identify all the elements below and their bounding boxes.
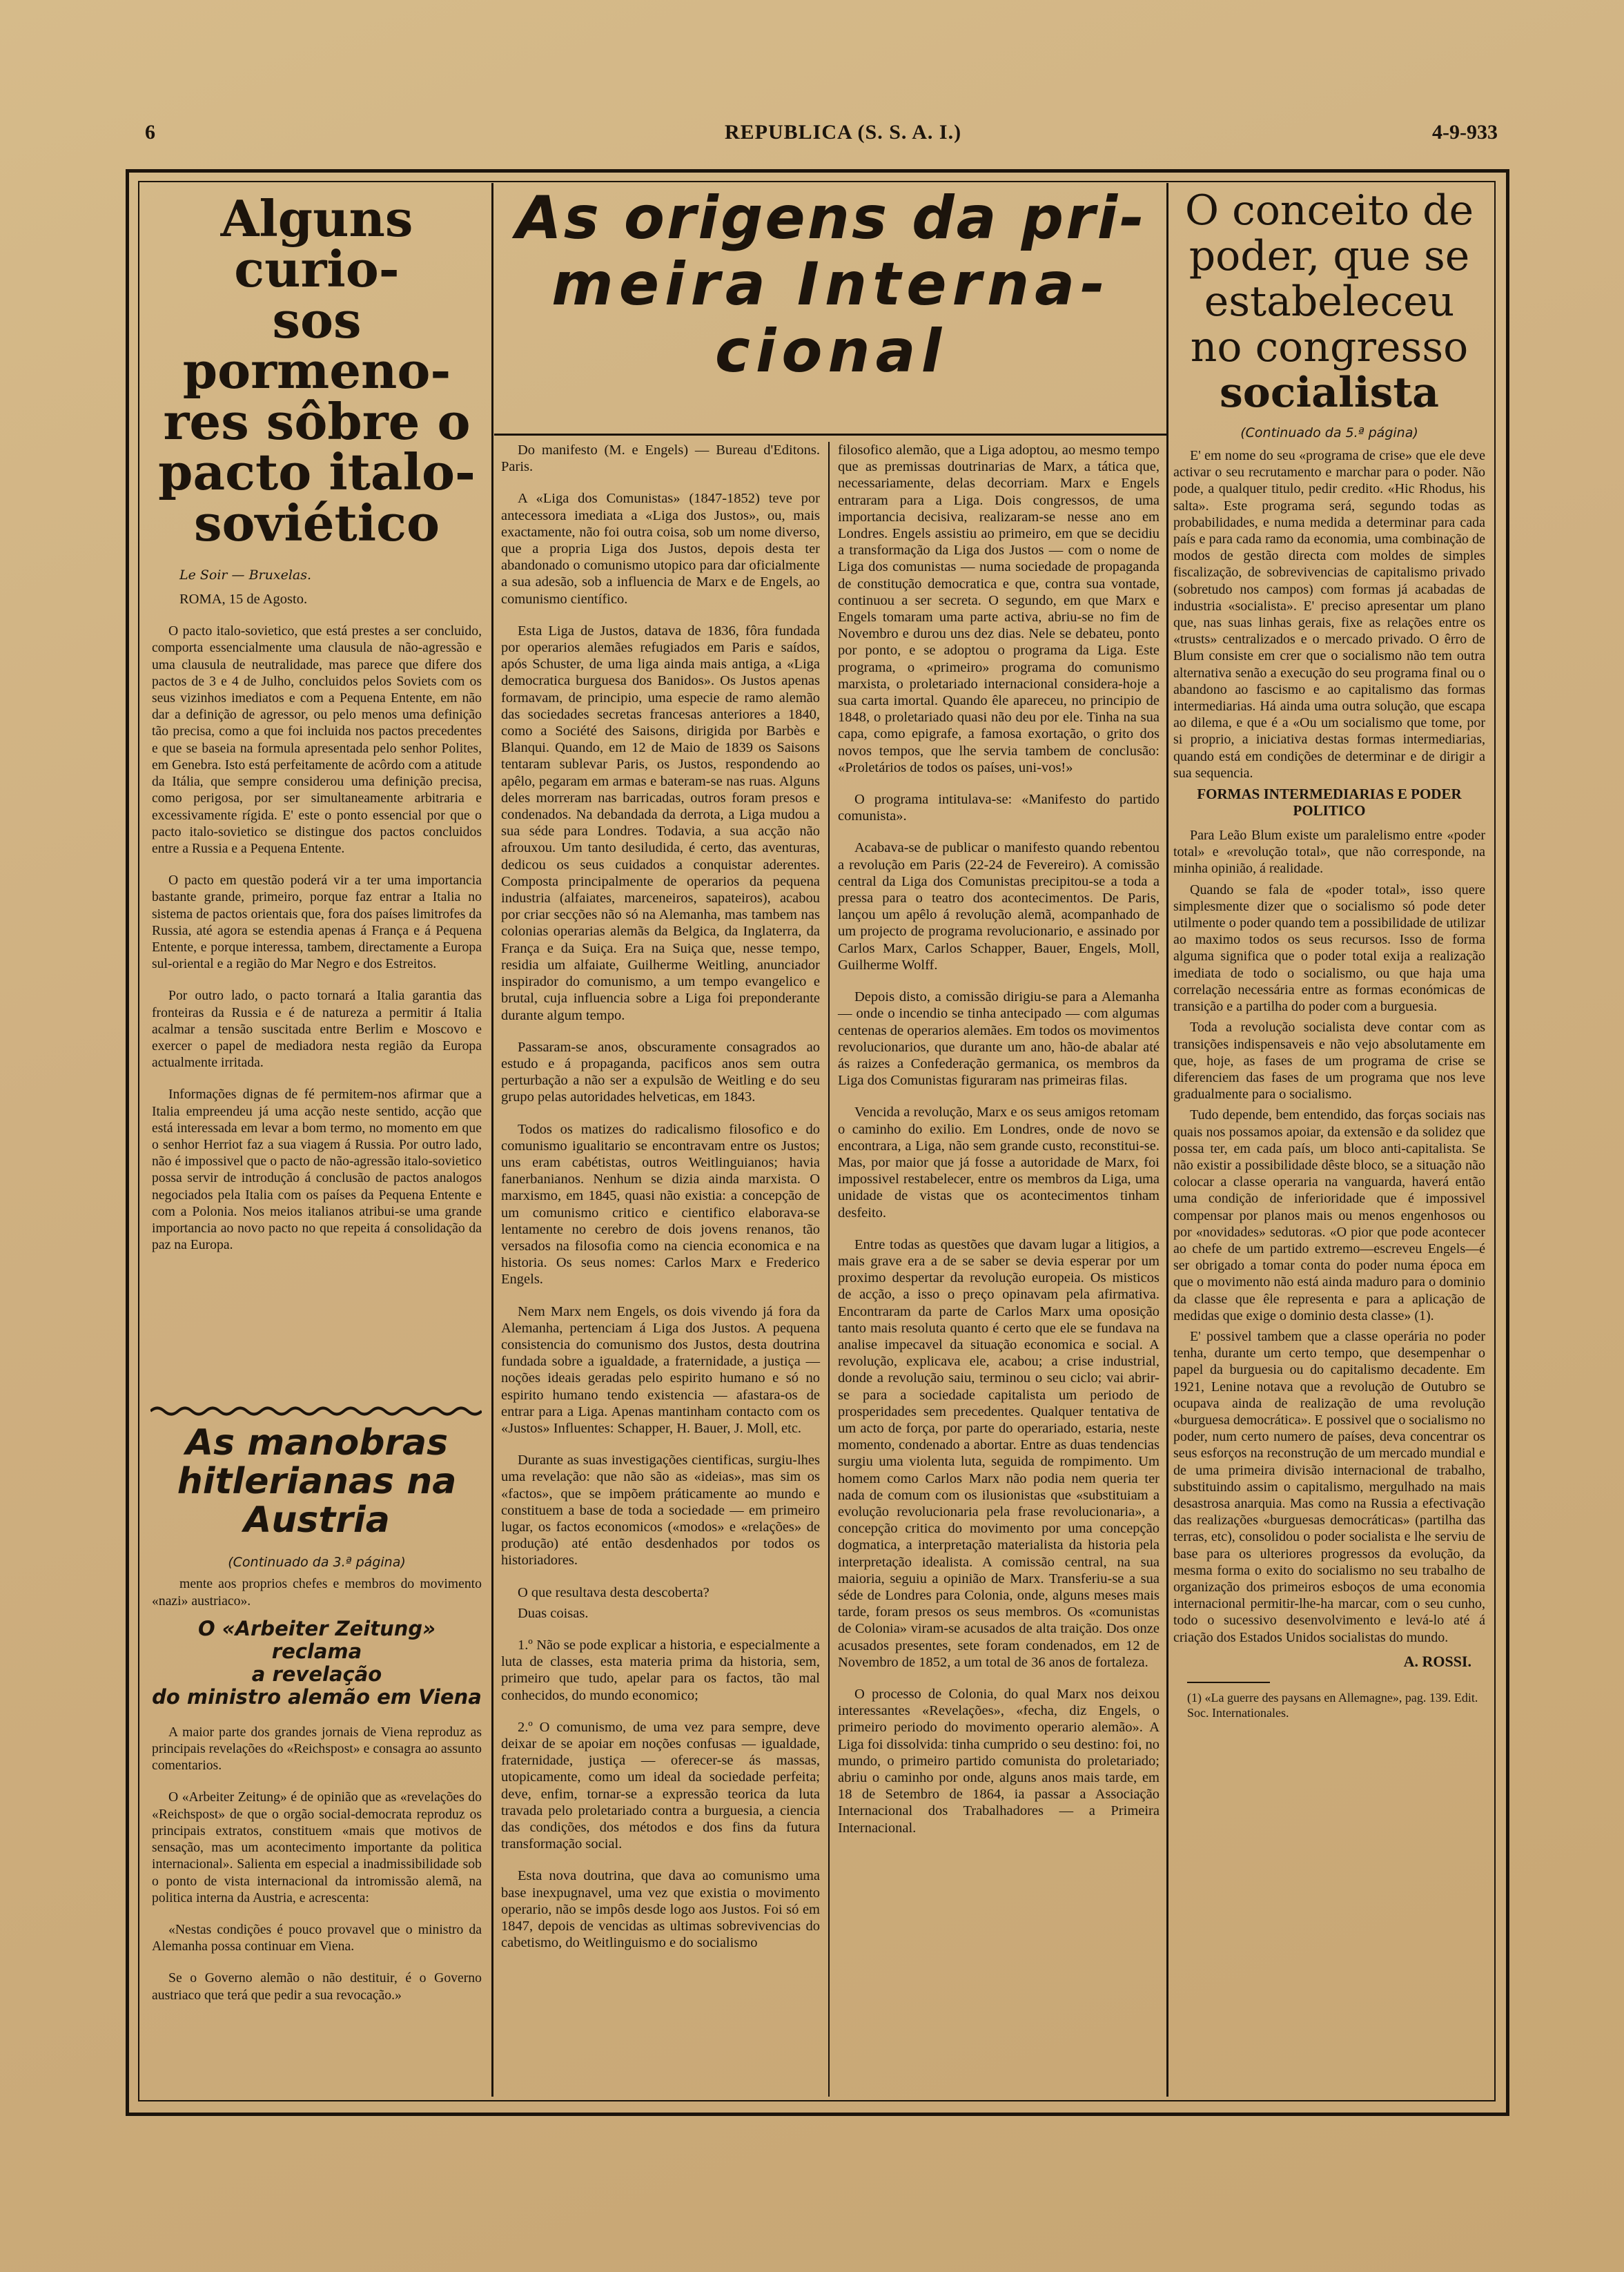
- paragraph: Para Leão Blum existe um paralelismo entre «poder total» e «revolução total», que não corresponde, na minha opinião, á realidade.: [1173, 828, 1485, 877]
- paragraph: 1.º Não se pode explicar a historia, e especialmente a luta de classes, esta materia prima da historia, sem, primeiro que tudo, apelar para os factos, tão mal conhecidos, do mundo economico;: [501, 1638, 820, 1703]
- paragraph: O que resultava desta descoberta?: [518, 1584, 710, 1600]
- headline-line: meira Interna-: [551, 250, 1111, 320]
- middle-column-1: [501, 442, 820, 1966]
- headline-line: As origens da pri-: [516, 184, 1146, 253]
- subhead-line: do ministro alemão em Viena: [152, 1684, 482, 1709]
- article-body: [152, 1575, 482, 1609]
- headline-line: Austria: [244, 1499, 390, 1542]
- article-body: [1173, 827, 1485, 1646]
- paragraph: Por outro lado, o pacto tornará a Italia garantia das fronteiras da Russia e é de natureza a permitir á Italia acalmar a tensão suscitada entre Berlim e Moscovo e exercer o papel de mediadora nesta região da Europa actualmente irritada.: [152, 988, 482, 1071]
- page-number: 6: [145, 121, 155, 144]
- middle-headline: [497, 185, 1165, 385]
- right-article: [1173, 188, 1485, 1720]
- headline-line: no congresso: [1190, 323, 1469, 371]
- paragraph: A «Liga dos Comunistas» (1847-1852) teve por antecessora imediata a «Liga dos Justos», ou, mais exactamente, não foi outra coisa, sob um nome diverso, que a propria Liga dos Justos, depois desta ter abandonado o comunismo utopico para dar oficialmente a sua adesão, sob a influencia de Marx e de Engels, ao comunismo científico.: [501, 491, 820, 607]
- paragraph: Vencida a revolução, Marx e os seus amigos retomam o caminho do exilio. Em Londres, onde de novo se encontrara, a Liga, não sem grande custo, reconstitui-se. Mas, por maior que já fosse a autoridade de Marx, foi impossivel restabelecer, entre os membros da Liga, uma unidade de vistas que os acontecimentos tinham desfeito.: [838, 1105, 1160, 1221]
- paragraph: E' possivel tambem que a classe operária no poder tenha, durante um certo tempo, que desempenhar o papel da burguesia ou do capitalismo decadente. Em 1921, Lenine notava que a revolução de Outubro se ocupava ainda de realização de uma revolução «burguesa democrática». E possivel que o socialismo no poder, num certo numero de países, deva concentrar os seus esforços na reconstrução de um mercado mundial e de uma primeira divisão internacional de trabalho, substituindo assim o capitalismo, mergulhado na mais desastrosa anarquia. Mas como na Russia a efectivação das realizações «burguesas democráticas» (partilha das terras, etc), consolidou o poder socialista e lhe serviu de base para os ulteriores progressos da evolução, da mesma forma o exito do socialismo no seu trabalho de organização dos primeiros esboços de uma economia internacional permitir-lhe-ha marcar, com o seu cunho, todo o sucessivo desenvolvimento e levá-lo até á criação dos Estados Unidos socialistas do mundo.: [1173, 1328, 1485, 1645]
- headline-line: O conceito de: [1184, 186, 1474, 235]
- paragraph: O processo de Colonia, do qual Marx nos deixou interessantes «Revelações», «fecha, diz Engels, o primeiro periodo do movimento operario alemão». A Liga foi dissolvida: tinha cumprido o seu destino: foi, no mundo, o primeiro partido comunista do proletariado; abriu o caminho por onde, alguns anos mais tarde, em 18 de Setembro de 1864, ia passar a Associação Internacional dos Trabalhadores — a Primeira Internacional.: [838, 1687, 1160, 1836]
- article-body: [1173, 447, 1485, 781]
- paragraph: O «Arbeiter Zeitung» é de opinião que as «revelações do «Reichspost» de que o orgão social-democrata reproduz os principais extratos, constituem «mais que motivos de sensação, mas um acontecimento importante da politica internacional». Salienta em especial a inadmissibilidade sob o ponto de vista internacional da intromissão alemã, na politica interna da Austria, e acrescenta:: [152, 1789, 482, 1905]
- paragraph: A maior parte dos grandes jornais de Viena reproduz as principais revelações do «Reichspost» e consagra ao assunto comentarios.: [152, 1724, 482, 1774]
- article-body: [501, 442, 820, 1951]
- paragraph: Toda a revolução socialista deve contar com as transições indispensaveis e não vejo absolutamente em que, hoje, as fases de um programa de crise se diferenciem das fases de um programa que nos leve gradualmente para o socialismo.: [1173, 1020, 1485, 1103]
- newspaper-title: REPUBLICA (S. S. A. I.): [725, 121, 962, 144]
- paragraph: Quando se fala de «poder total», isso quere simplesmente dizer que o socialismo só pode deter utilmente o poder quando tem a possibilidade de utilizar ao maximo todos os seus recursos. Isso de forma alguma significa que o poder total exija a realização imediata de todo o socialismo, ou que haja uma correlação necessária entre as formas económicas de transição e a partilha do poder com a burguesia.: [1173, 882, 1485, 1015]
- headline-line: sos pormeno-: [182, 290, 451, 400]
- paragraph: «Nestas condições é pouco provavel que o ministro da Alemanha possa continuar em Viena.: [152, 1921, 482, 1954]
- subhead-line: O «Arbeiter Zeitung» reclama: [197, 1616, 436, 1663]
- issue-date: 4-9-933: [1432, 121, 1498, 144]
- article-subheadline: [152, 1618, 482, 1709]
- section-divider-wavy: [150, 1405, 482, 1417]
- paragraph: Se o Governo alemão o não destituir, é o Governo austriaco que terá que pedir a sua revocação.»: [152, 1970, 482, 2003]
- paragraph: Passaram-se anos, obscuramente consagrados ao estudo e á propaganda, pacificos anos sem outra perturbação a não ser a expulsão de Weitling e do seu grupo pelas autoridades helveticas, em 1843.: [501, 1039, 820, 1105]
- article-source: Do manifesto (M. e Engels) — Bureau d'Editons. Paris.: [501, 443, 820, 475]
- footnote: (1) «La guerre des paysans en Allemagne», pag. 139. Edit. Soc. Internationales.: [1187, 1690, 1478, 1720]
- continued-note: (Continuado da 3.ª página): [228, 1555, 406, 1571]
- paragraph: Informações dignas de fé permitem-nos afirmar que a Italia empreendeu já uma acção neste sentido, acção que está interessada em levar a bom termo, no momento em que o senhor Herriot faz a sua viagem á Russia. Por outro lado, não é impossivel que o pacto de não-agressão italo-sovietico possa servir de introdução á conclusão de pactos analogos negociados pela Italia com os países da Pequena Entente e com a Polonia. Nos meios italianos atribui-se uma grande importancia ao novo pacto no que repeita á consolidação da paz na Europa.: [152, 1087, 482, 1253]
- paragraph: Entre todas as questões que davam lugar a litigios, a mais grave era a de se saber se devia esperar por um proximo despertar da revolução europeia. Os misticos de acção, a isso o preço opinavam pela afirmativa. Encontraram da parte de Carlos Marx uma oposição tanto mais resoluta quanto é certo que ele se fundava na analise impecavel da situação economica e social. A revolução, explicava ele, acabou; a crise industrial, donde a revolução saiu, terminou o seu ciclo; vai abrir-se para a sociedade capitalista um periodo de prosperidades sem precedentes. Qualquer tentativa de um acto de força, por parte do operariado, estaria, neste momento, condenado a abortar. Entre as duas tendencias surgiu uma violenta luta, seguida de rompimento. Um homem como Carlos Marx não podia nem queria ter nada de comum com os ilusionistas que «substituiam a evolução revolucionaria pela frase revolucionaria», a concepção critica do movimento por uma concepção dogmatica, a interpretação materialista da historia pela interpretação idealista. A comissão central, na sua maioria, seguiu a opinião de Marx. Transferiu-se a sua séde de Londres para Colonia, onde, alguns meses mais tarde, foram presos os seus membros. Os «comunistas de Colonia» viram-se acusados de alta traição. Dos onze acusados presentes, sete foram condenados, em 12 de Novembro de 1852, a um total de 36 anos de fortaleza.: [838, 1236, 1160, 1670]
- left-headline: [152, 189, 482, 552]
- column-rule-middle: [828, 442, 830, 2097]
- headline-underline-middle: [494, 434, 1166, 436]
- column-rule-left: [491, 183, 493, 2097]
- paragraph: O pacto em questão poderá vir a ter uma importancia bastante grande, primeiro, porque faz entrar a Italia no sistema de pactos orientais que, fora dos países limitrofes da Russia, até agora se estendia apenas á França e á Pequena Entente, e porque interessa, tambem, directamente a Europa sul-oriental e a região do Mar Negro e dos Estreitos.: [152, 873, 482, 972]
- paragraph: E' em nome do seu «programa de crise» que ele deve activar o seu recrutamento e marchar para o poder. Não pode, a qualquer titulo, pedir credito. «Hic Rhodus, his salta». Este programa será, segundo todas as probabilidades, e numa medida a determinar para cada país e para cada ramo da economia, uma combinação de modos de gestão directa com moldes de simples fiscalização, de sobrevivencias de capitalismo privado (sobretudo nos campos) com formas já acabadas de industria «socialista». E' preciso apresentar um plano que, nas suas linhas gerais, fixe as relações entre os «trusts» centralizados e o mercado privado. O êrro de Blum consiste em crer que o socialismo não tem outra alternativa senão a execução do seu programa final ou o abandono ao fascismo e ao capitalismo das formas intermediarias. Há ainda uma outra solução, que escapa ao dilema, e que é a «Ou um socialismo que tome, por si proprio, a iniciativa destas formas intermediarias, quando está em condições de determinar e de dirigir a sua sequencia.: [1173, 448, 1485, 781]
- headline-line: estabeleceu: [1204, 278, 1455, 326]
- footnote-rule: [1187, 1682, 1270, 1683]
- column-rule-right: [1166, 183, 1168, 2097]
- paragraph: Durante as suas investigações cientificas, surgiu-lhes uma revelação: que não são as «ideias», mas sim os «factos», que se impõem práticamente ao mundo e constituem a base de toda a sociedade — em primeiro lugar, os factos economicos («modos» e «relações» de produção) até então desdenhados por todos os historiadores.: [501, 1453, 820, 1569]
- article-body: [152, 1724, 482, 2003]
- headline-line: poder, que se: [1188, 232, 1470, 280]
- left-second-article: [152, 1424, 482, 2019]
- paragraph: Depois disto, a comissão dirigiu-se para a Alemanha — onde o incendio se tinha antecipado — com algumas centenas de operarios alemães. Em todos os movimentos revolucionarios, que durante um ano, hão-de abalar até ás raizes a Confederação germanica, os membros da Liga dos Comunistas figuraram nas primeiras filas.: [838, 989, 1160, 1089]
- right-headline: [1173, 188, 1485, 416]
- paragraph: mente aos proprios chefes e membros do movimento «nazi» austriaco».: [152, 1576, 482, 1609]
- subhead-line: a revelação: [251, 1662, 382, 1686]
- paragraph: Esta Liga de Justos, datava de 1836, fôra fundada por operarios alemães refugiados em Paris e saídos, após Schuster, de uma liga ainda mais antiga, a «Liga democratica burguesa dos Banidos». Os Justos apenas formavam, de principio, uma especie de ramo alemão das sociedades secretas francesas anteriores a 1840, como a Société des Saisons, dirigida por Barbès e Blanqui. Quando, em 12 de Maio de 1839 os Saisons tentaram sublevar Paris, os Justos, respondendo ao apêlo, pegaram em armas e bateram-se nas ruas. Alguns deles morreram nas barricadas, outros foram presos e condenados. Na debandada da derrota, a Liga mudou a sua séde para Londres. Todavia, a sua acção não afrouxou. Um tanto desiludida, é certo, das aventuras, dedicou os seus cuidados a conquistar aderentes. Composta principalmente de operarios da pequena industria (alfaiates, marceneiros, sapateiros), acabou por criar secções não só na Alemanha, mas tambem nas colonias operarias alemãs da Belgica, da Inglaterra, da França e da Suiça. Era na Suiça que, nesse tempo, residia um alfaiate, Guilherme Weitling, anunciador inspirador do comunismo, a um tempo evangelico e brutal, cuja influencia sobre a Liga foi preponderante durante algum tempo.: [501, 623, 820, 1023]
- paragraph: O programa intitulava-se: «Manifesto do partido comunista».: [838, 792, 1160, 824]
- second-headline: [152, 1424, 482, 1540]
- paragraph: filosofico alemão, que a Liga adoptou, ao mesmo tempo que as premissas doutrinarias de Marx, a tática que, necessariamente, delas decorriam. Marx e Engels entraram para a Liga. Dois congressos, de uma importancia decisiva, realizaram-se nesse ano em Londres. Engels assistiu ao primeiro, em que se decidiu a transformação da Liga dos Justos — com o nome de Liga dos comunistas — numa sociedade de propaganda de constitução democratica e que, contra sua vontade, continuou a ser secreta. O segundo, em que Marx e Engels tomaram uma parte activa, abriu-se no fim de Novembro e durou uns dez dias. Nele se debateu, ponto por ponto, e se adoptou o programa da Liga. Este programa, o «primeiro» programa do comunismo marxista, o proletariado internacional considera-hoje a sua carta imortal. Quando êle apareceu, no principio de 1848, o proletariado quasi não deu por ele. Tinha na sua capa, como epigrafe, a famosa exortação, o grito dos novos tempos, que lhe servia tambem de conclusão: «Proletários de todos os países, uni-vos!»: [838, 443, 1160, 775]
- section-subheading: FORMAS INTERMEDIARIAS E PODER POLITICO: [1197, 786, 1462, 819]
- headline-line: As manobras: [185, 1422, 449, 1464]
- left-article: [152, 189, 482, 1268]
- middle-column-2: [838, 442, 1160, 1852]
- paragraph: O pacto italo-sovietico, que está prestes a ser concluido, comporta essencialmente uma clausula de não-agressão e uma clausula de neutralidade, mas parece que difere dos pactos de 3 e 4 de Julho, concluidos pelos Soviets com os seus vizinhos imediatos e com a Pequena Entente, em não dar a definição de agressor, ou pelo menos uma definição tão precisa, como a que foi incluida nos pactos precedentes e que se baseia na formula apresentada pelo senhor Polites, em Genebra. Isto está perfeitamente de acôrdo com a atitude da Itália, que sempre considerou uma definição precisa, como perigosa, por ser simultaneamente arbitraria e excessivamente rígida. E' este o ponto essencial por que o pacto italo-sovietico se distingue dos pactos concluidos entre a Russia e a Pequena Entente.: [152, 623, 482, 856]
- article-body: [152, 623, 482, 1253]
- paragraph: Duas coisas.: [518, 1605, 589, 1621]
- author-signature: A. ROSSI.: [1403, 1652, 1471, 1670]
- headline-line: Alguns curio-: [220, 189, 413, 299]
- headline-line: soviético: [193, 493, 440, 552]
- headline-line: hitlerianas na: [177, 1461, 457, 1503]
- headline-line: res sôbre o: [163, 391, 471, 451]
- paragraph: 2.º O comunismo, de uma vez para sempre, deve deixar de se apoiar em noções confusas — igualdade, fraternidade, justiça — oferecer-se ás massas, utopicamente, como um ideal da sociedade perfeita; deve, enfim, tornar-se a expressão teorica da luta travada pelo proletariado contra a burguesia, a ciencia das condições, dos métodos e dos fins da futura transformação social.: [501, 1719, 820, 1852]
- headline-line: socialista: [1220, 369, 1439, 417]
- paragraph: Todos os matizes do radicalismo filosofico e do comunismo igualitario se encontravam entre os Justos; uns eram cabétistas, outros Weitlinguianos; havia fanerbanianos. Nenhum se dizia ainda marxista. O marxismo, em 1845, quasi não existia: a concepção de um comunismo critico e cientifico elaborava-se lentamente no cerebro de dois jovens renanos, tão versados na filosofia como na ciencia economica e na historia. Os seus nomes: Carlos Marx e Frederico Engels.: [501, 1121, 820, 1288]
- article-dateline: ROMA, 15 de Agosto.: [179, 592, 308, 608]
- article-body: [838, 442, 1160, 1836]
- paragraph: Acabava-se de publicar o manifesto quando rebentou a revolução em Paris (22-24 de Fevereiro). A comissão central da Liga dos Comunistas precipitou-se a toda a pressa para o teatro dos acontecimentos. De Paris, lançou um apêlo á revolução alemã, acompanhado de um projecto de programa revolucionario, e assinado por Carlos Marx, Carlos Schapper, Bauer, Engels, Moll, Guilherme Wolff.: [838, 840, 1160, 973]
- continued-note: (Continuado da 5.ª página): [1240, 425, 1418, 440]
- article-source: Le Soir — Bruxelas.: [179, 567, 312, 583]
- headline-line: cional: [714, 316, 948, 386]
- paragraph: Esta nova doutrina, que dava ao comunismo uma base inexpugnavel, uma vez que existia o movimento operario, não se impôs desde logo aos Justos. Foi só em 1847, depois de vencidas as ultimas sobrevivencias do cabetismo, do Weitlinguismo e do socialismo: [501, 1868, 820, 1951]
- page-header: [145, 121, 1498, 155]
- paragraph: Nem Marx nem Engels, os dois vivendo já fora da Alemanha, pertenciam á Liga dos Justos. A pequena consistencia do comunismo dos Justos, desta doutrina fundada sobre a igualdade, a fraternidade, a justiça — noções ideais geradas pelo espirito humano e só no espirito humano tendo existencia — afastara-os de entrar para a Liga. Apenas mantinham contacto com os «Justos» Influentes: Schapper, H. Bauer, J. Moll, etc.: [501, 1303, 820, 1436]
- headline-line: pacto italo-: [158, 443, 476, 502]
- paragraph: Tudo depende, bem entendido, das forças sociais nas quais nos possamos apoiar, da extensão e da solidez que possa ter, em cada país, um bloco anti-capitalista. Se não existir a possibilidade dêste bloco, se a situação não colocar a classe operaria na vanguarda, haverá então uma condição de inferioridade que é impossivel compensar por planos mais ou menos engenhosos ou por «novidades» sedutoras. «O pior que pode acontecer ao chefe de um partido extremo—escreveu Engels—é ser obrigado a tomar conta do poder numa época em que o movimento não está ainda maduro para o dominio da classe que êle representa e para a aplicação de medidas que exige o dominio desta classe» (1).: [1173, 1107, 1485, 1323]
